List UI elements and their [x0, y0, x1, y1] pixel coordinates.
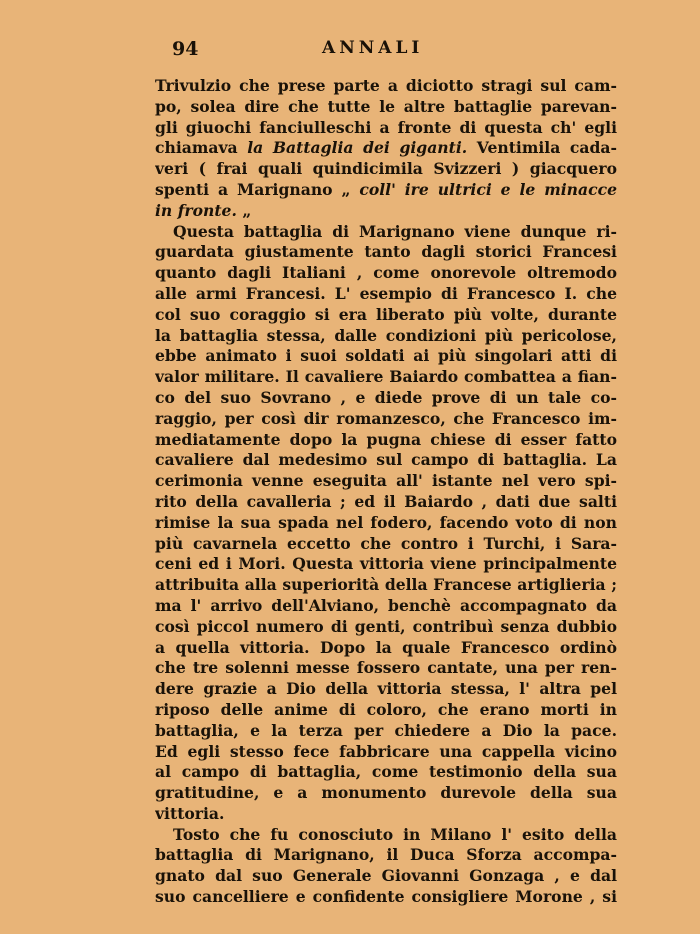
- text-line: che tre solenni messe fossero cantate, una per ren-: [155, 658, 617, 678]
- text-line: Tosto che fu conosciuto in Milano l' esito della: [173, 824, 617, 844]
- text-line: co del suo Sovrano , e diede prove di un tale co-: [155, 387, 617, 407]
- text-line: rito della cavalleria ; ed il Baiardo , dati due salti: [155, 491, 617, 511]
- text-line: rimise la sua spada nel fodero, facendo voto di non: [155, 512, 617, 532]
- text-line: Trivulzio che prese parte a diciotto stragi sul cam-: [155, 76, 617, 95]
- text-line: suo cancelliere e confidente consigliere Morone , si: [155, 887, 617, 907]
- text-line: in fronte. „: [155, 200, 252, 220]
- text-line: battaglia, e la terza per chiedere a Dio la pace.: [155, 720, 617, 740]
- text-line: a quella vittoria. Dopo la quale Francesco ordinò: [155, 637, 617, 657]
- text-line: al campo di battaglia, come testimonio della sua: [155, 762, 617, 782]
- text-line: mediatamente dopo la pugna chiese di esser fatto: [155, 429, 617, 449]
- text-line: riposo delle anime di coloro, che erano morti in: [155, 699, 617, 719]
- text-line: ceni ed i Mori. Questa vittoria viene principalmente: [155, 554, 617, 574]
- text-line: più cavarnela eccetto che contro i Turchi, i Sara-: [155, 533, 617, 553]
- body-text: [155, 76, 617, 908]
- page-number: 94: [172, 38, 199, 60]
- italic-text: in fronte.: [155, 200, 237, 220]
- text-line: spenti a Marignano „ coll' ire ultrici e le minacce: [155, 179, 617, 199]
- text-line: Ed egli stesso fece fabbricare una cappella vicino: [155, 741, 617, 761]
- text-line: battaglia di Marignano, il Duca Sforza accompa-: [155, 845, 617, 865]
- text-line: quanto dagli Italiani , come onorevole oltremodo: [155, 263, 617, 283]
- text-line: po, solea dire che tutte le altre battaglie parevan-: [155, 96, 617, 116]
- text-line: gratitudine, e a monumento durevole della sua: [155, 783, 617, 803]
- text-line: ebbe animato i suoi soldati ai più singolari atti di: [155, 346, 617, 366]
- text-line: valor militare. Il cavaliere Baiardo combattea a fian-: [155, 367, 617, 387]
- text-line: attribuita alla superiorità della Francese artiglieria ;: [155, 575, 617, 595]
- text-line: la battaglia stessa, dalle condizioni più pericolose,: [155, 325, 617, 345]
- text-line: cerimonia venne eseguita all' istante nel vero spi-: [155, 471, 617, 491]
- running-head: ANNALI: [322, 38, 424, 58]
- text-line: così piccol numero di genti, contribuì senza dubbio: [155, 616, 617, 636]
- text-line: vittoria.: [155, 803, 225, 823]
- text-line: raggio, per così dir romanzesco, che Francesco im-: [155, 408, 617, 428]
- italic-text: coll' ire ultrici e le minacce: [359, 179, 617, 199]
- text-line: chiamava la Battaglia dei giganti. Ventimila cada-: [155, 138, 617, 158]
- text-line: gli giuochi fanciulleschi a fronte di questa ch' egli: [155, 117, 617, 137]
- text-line: ma l' arrivo dell'Alviano, benchè accompagnato da: [155, 595, 617, 615]
- italic-text: la Battaglia dei giganti.: [247, 138, 468, 158]
- text-line: gnato dal suo Generale Giovanni Gonzaga , e dal: [155, 866, 617, 886]
- text-line: Questa battaglia di Marignano viene dunque ri-: [173, 221, 617, 241]
- text-line: veri ( frai quali quindicimila Svizzeri ) giacquero: [155, 159, 617, 179]
- text-line: col suo coraggio si era liberato più volte, durante: [155, 304, 617, 324]
- text-line: alle armi Francesi. L' esempio di Francesco I. che: [155, 283, 617, 303]
- text-line: guardata giustamente tanto dagli storici Francesi: [155, 242, 617, 262]
- text-line: dere grazie a Dio della vittoria stessa, l' altra pel: [155, 679, 617, 699]
- text-line: cavaliere dal medesimo sul campo di battaglia. La: [155, 450, 617, 470]
